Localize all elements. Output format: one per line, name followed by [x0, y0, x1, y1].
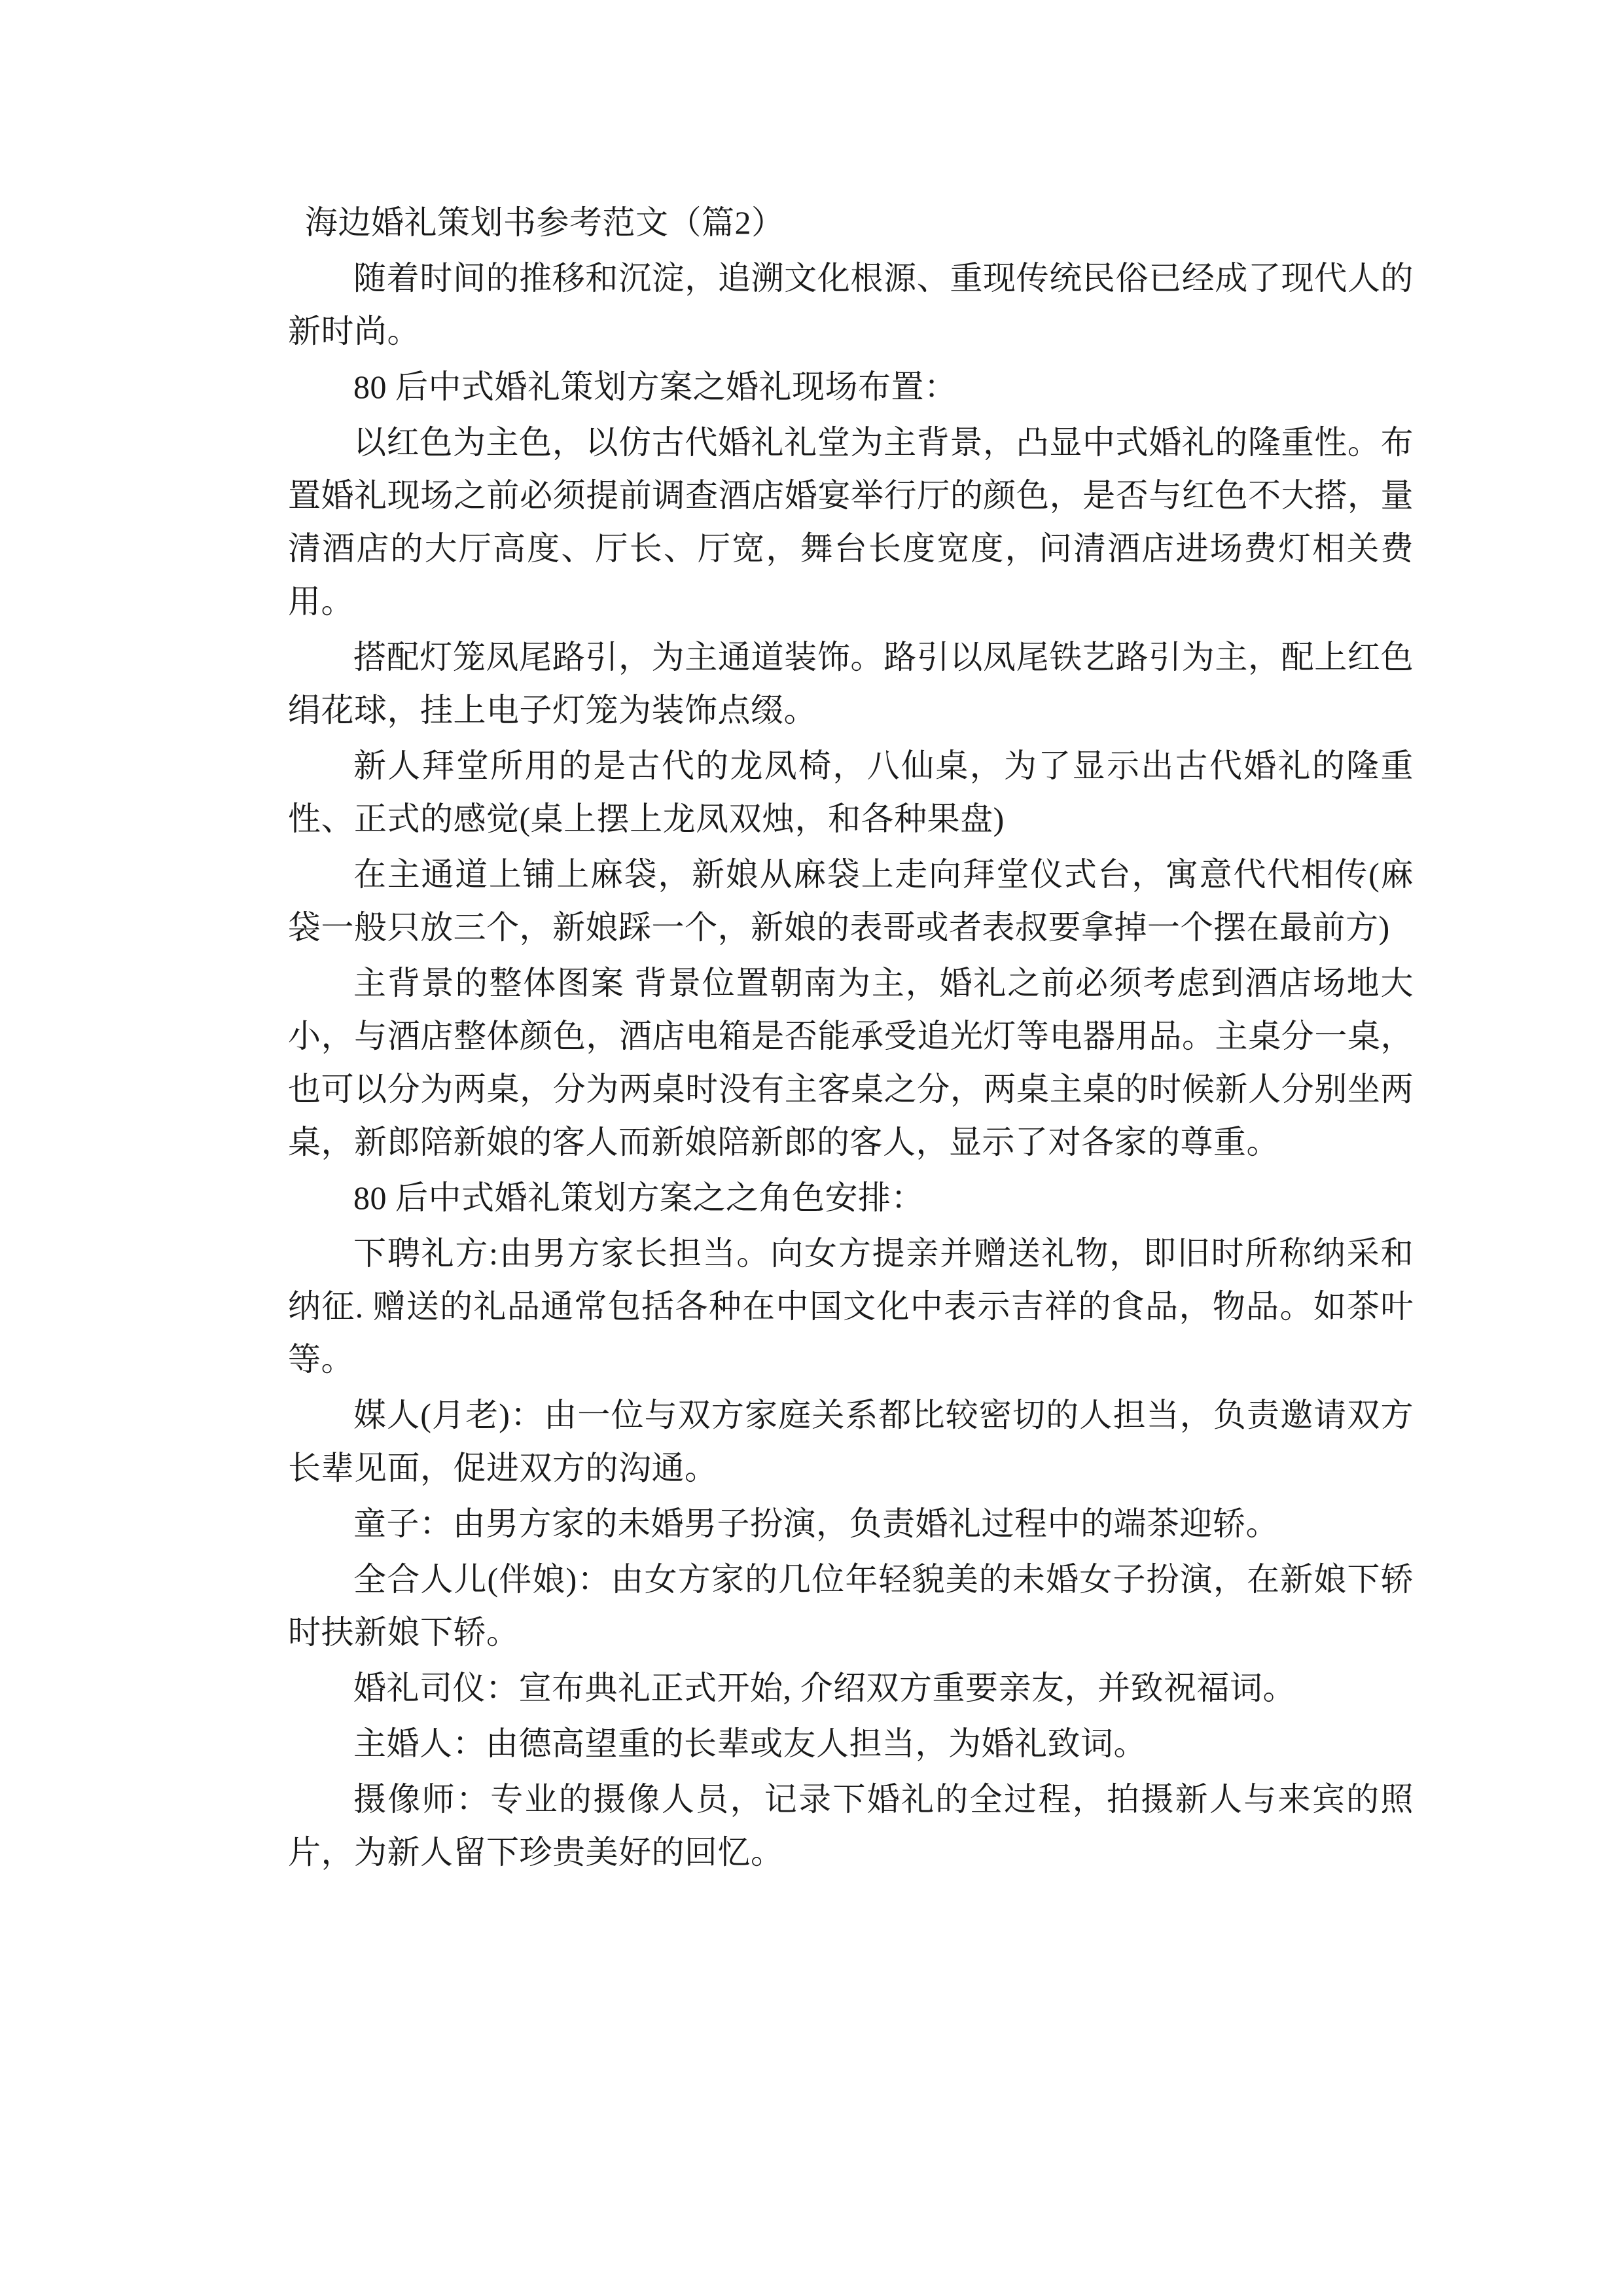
paragraph: 童子：由男方家的未婚男子扮演，负责婚礼过程中的端茶迎轿。	[353, 1505, 1279, 1542]
paragraph: 在主通道上铺上麻袋，新娘从麻袋上走向拜堂仪式台，寓意代代相传(麻袋一般只放三个，新娘踩一个，新娘的表哥或者表叔要拿掉一个摆在最前方)	[288, 856, 1414, 946]
paragraph: 80 后中式婚礼策划方案之婚礼现场布置：	[353, 368, 957, 405]
paragraph: 随着时间的推移和沉淀，追溯文化根源、重现传统民俗已经成了现代人的新时尚。	[288, 260, 1414, 350]
paragraph: 搭配灯笼凤尾路引，为主通道装饰。路引以凤尾铁艺路引为主，配上红色绢花球，挂上电子灯笼为装饰点缀。	[288, 639, 1414, 728]
document-body	[288, 196, 1414, 1879]
paragraph: 婚礼司仪：宣布典礼正式开始, 介绍双方重要亲友，并致祝福词。	[353, 1670, 1296, 1706]
paragraph: 新人拜堂所用的是古代的龙凤椅，八仙桌，为了显示出古代婚礼的隆重性、正式的感觉(桌上摆上龙凤双烛，和各种果盘)	[288, 747, 1414, 837]
paragraph: 全合人儿(伴娘)：由女方家的几位年轻貌美的未婚女子扮演，在新娘下轿时扶新娘下轿。	[288, 1561, 1414, 1651]
page-title: 海边婚礼策划书参考范文（篇2）	[305, 204, 785, 241]
paragraph: 以红色为主色，以仿古代婚礼礼堂为主背景，凸显中式婚礼的隆重性。布置婚礼现场之前必须提前调查酒店婚宴举行厅的颜色，是否与红色不大搭，量清酒店的大厅高度、厅长、厅宽，舞台长度宽度，问清酒店进场费灯相关费用。	[288, 424, 1414, 620]
paragraph: 主婚人：由德高望重的长辈或友人担当，为婚礼致词。	[353, 1725, 1147, 1762]
paragraph: 80 后中式婚礼策划方案之之角色安排：	[353, 1179, 924, 1216]
paragraph: 下聘礼方:由男方家长担当。向女方提亲并赠送礼物，即旧时所称纳采和纳征. 赠送的礼品通常包括各种在中国文化中表示吉祥的食品，物品。如茶叶等。	[288, 1235, 1414, 1378]
paragraph: 主背景的整体图案 背景位置朝南为主，婚礼之前必须考虑到酒店场地大小，与酒店整体颜色，酒店电箱是否能承受追光灯等电器用品。主桌分一桌，也可以分为两桌，分为两桌时没有主客桌之分，两桌主桌的时候新人分别坐两桌，新郎陪新娘的客人而新娘陪新郎的客人，显示了对各家的尊重。	[288, 965, 1414, 1160]
paragraph: 摄像师：专业的摄像人员，记录下婚礼的全过程，拍摄新人与来宾的照片，为新人留下珍贵美好的回忆。	[288, 1781, 1414, 1871]
paragraph: 媒人(月老)：由一位与双方家庭关系都比较密切的人担当，负责邀请双方长辈见面，促进双方的沟通。	[288, 1397, 1414, 1486]
